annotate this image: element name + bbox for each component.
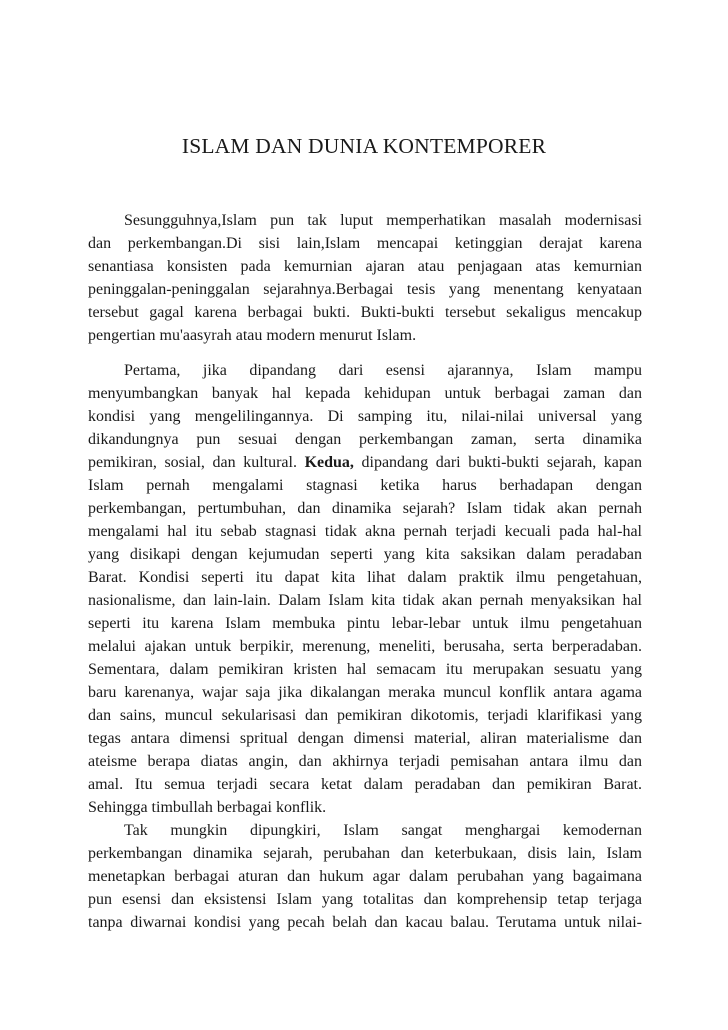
text-line: kondisi yang mengelilingannya. Di samping itu, nilai-nilai universal yang bbox=[88, 408, 642, 425]
text-line bbox=[88, 359, 642, 382]
document-title: ISLAM DAN DUNIA KONTEMPORER bbox=[181, 134, 547, 158]
text-line: Barat. Kondisi seperti itu dapat kita lihat dalam praktik ilmu pengetahuan, bbox=[88, 569, 642, 586]
text-line: perkembangan dinamika sejarah, perubahan dan keterbukaan, disis lain, Islam bbox=[88, 845, 642, 862]
paragraph-pertama-kedua bbox=[88, 359, 642, 819]
text-line: seperti itu karena Islam membuka pintu lebar-lebar untuk ilmu pengetahuan bbox=[88, 615, 642, 632]
text-line: mengalami hal itu sebab stagnasi tidak akna pernah terjadi kecuali pada hal-hal bbox=[88, 523, 642, 540]
text-line: melalui ajakan untuk berpikir, merenung, meneliti, berusaha, serta berperadaban. bbox=[88, 638, 642, 655]
text-line: Sesungguhnya,Islam pun tak luput memperhatikan masalah modernisasi bbox=[124, 212, 642, 229]
text-line: dan sains, muncul sekularisasi dan pemikiran dikotomis, terjadi klarifikasi yang bbox=[88, 707, 642, 724]
text-line: dikandungnya pun sesuai dengan perkembangan zaman, serta dinamika bbox=[88, 431, 642, 448]
paragraph-modern bbox=[88, 819, 642, 934]
text-line: Tak mungkin dipungkiri, Islam sangat menghargai kemodernan bbox=[124, 822, 642, 839]
text-line: tersebut gagal karena berbagai bukti. Bukti-bukti tersebut sekaligus mencakup bbox=[88, 304, 642, 321]
text-line: nasionalisme, dan lain-lain. Dalam Islam kita tidak akan pernah menyaksikan hal bbox=[88, 592, 642, 609]
text-line: pengertian mu'aasyrah atau modern menurut Islam. bbox=[88, 327, 417, 344]
text-line: tanpa diwarnai kondisi yang pecah belah dan kacau balau. Terutama untuk nilai- bbox=[88, 914, 642, 931]
text-line: peninggalan-peninggalan sejarahnya.Berbagai tesis yang menentang kenyataan bbox=[88, 281, 642, 298]
text-fragment: , jika dipandang dari esensi ajarannya, Islam mampu bbox=[176, 362, 642, 379]
text-line: dan perkembangan.Di sisi lain,Islam mencapai ketinggian derajat karena bbox=[88, 235, 642, 252]
text-fragment: dipandang dari bukti-bukti sejarah, kapan bbox=[353, 454, 643, 471]
text-line: tegas antara dimensi spritual dengan dimensi material, aliran materialisme dan bbox=[88, 730, 642, 747]
keyword-pertama: Pertama bbox=[124, 362, 177, 379]
text-line: yang disikapi dengan kejumudan seperti yang kita saksikan dalam peradaban bbox=[88, 546, 642, 563]
text-line: perkembangan, pertumbuhan, dan dinamika sejarah? Islam tidak akan pernah bbox=[88, 500, 642, 517]
text-line: Sementara, dalam pemikiran kristen hal semacam itu merupakan sesuatu yang bbox=[88, 661, 642, 678]
text-line: pun esensi dan eksistensi Islam yang totalitas dan komprehensip tetap terjaga bbox=[88, 891, 642, 908]
text-fragment: pemikiran, sosial, dan kultural. bbox=[88, 454, 305, 471]
text-line: menyumbangkan banyak hal kepada kehidupan untuk berbagai zaman dan bbox=[88, 385, 642, 402]
text-line: menetapkan berbagai aturan dan hukum agar dalam perubahan yang bagaimana bbox=[88, 868, 642, 885]
text-line: Sehingga timbullah berbagai konflik. bbox=[88, 799, 327, 816]
text-line: Islam pernah mengalami stagnasi ketika harus berhadapan dengan bbox=[88, 477, 642, 494]
text-line: amal. Itu semua terjadi secara ketat dalam peradaban dan pemikiran Barat. bbox=[88, 776, 642, 793]
text-line: ateisme berapa diatas angin, dan akhirnya terjadi pemisahan antara ilmu dan bbox=[88, 753, 642, 770]
text-line: senantiasa konsisten pada kemurnian ajaran atau penjagaan atas kemurnian bbox=[88, 258, 642, 275]
paragraph-intro bbox=[88, 209, 642, 347]
text-line: baru karenanya, wajar saja jika dikalangan meraka muncul konflik antara agama bbox=[88, 684, 642, 701]
keyword-kedua: Kedua, bbox=[304, 454, 354, 471]
text-line bbox=[88, 451, 642, 474]
